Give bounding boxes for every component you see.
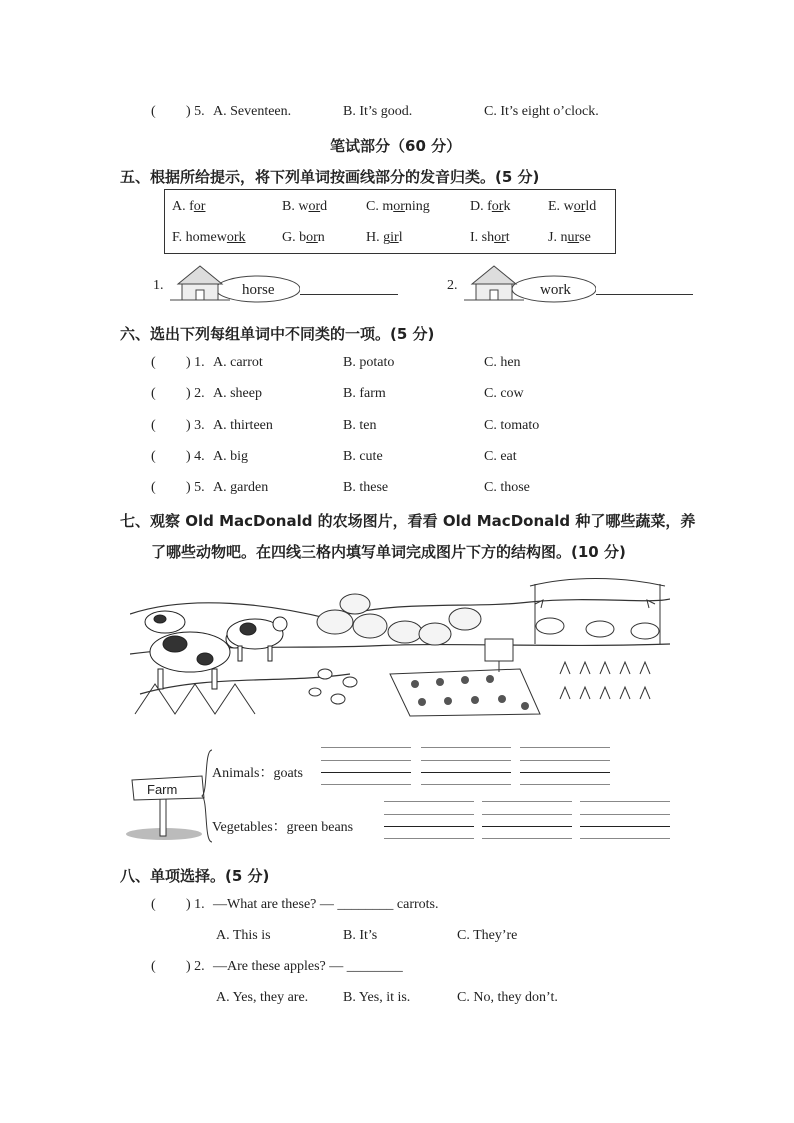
four-line-grid[interactable] <box>520 747 610 777</box>
item-2-number: 2. <box>447 278 458 293</box>
option-b[interactable]: B. cute <box>343 448 383 464</box>
four-line-grid[interactable] <box>421 747 511 777</box>
four-line-grid[interactable] <box>321 747 411 777</box>
question-number: ) 1. <box>186 897 205 912</box>
option-a[interactable]: A. carrot <box>213 355 263 370</box>
option-a[interactable]: A. thirteen <box>213 417 273 433</box>
question-number: ) 5. <box>186 104 205 119</box>
farm-sign-label: Farm <box>147 782 178 797</box>
question-stem: —Are these apples? — ________ <box>213 959 403 974</box>
section-5-title: 五、根据所给提示，将下列单词按画线部分的发音归类。(5 分) <box>120 168 540 186</box>
goat-icon <box>536 618 659 639</box>
option-a[interactable]: A. This is <box>216 928 271 943</box>
underlined-part: or <box>308 199 321 214</box>
underlined-part: or <box>573 199 586 214</box>
four-line-grid[interactable] <box>482 801 572 831</box>
option-c[interactable]: C. tomato <box>484 417 540 433</box>
option-a[interactable]: A. sheep <box>213 386 262 402</box>
cow-icon <box>145 611 185 633</box>
vegetable-icon <box>560 662 650 699</box>
option-a[interactable]: A. garden <box>213 480 269 496</box>
animals-label: Animals：goats <box>212 766 303 781</box>
question-number: ) 2. <box>186 386 205 402</box>
answer-line-2[interactable] <box>596 294 693 295</box>
option-b: B. It’s good. <box>343 104 413 119</box>
word-item: J. nurse <box>548 230 591 245</box>
four-line-grid[interactable] <box>580 801 670 831</box>
hint-word-work: work <box>540 282 571 298</box>
four-line-grid[interactable] <box>384 801 474 831</box>
question-stem: —What are these? — ________ carrots. <box>213 897 439 912</box>
question-number: ) 2. <box>186 959 205 974</box>
house-hint-icon <box>464 262 596 304</box>
option-a: A. Seventeen. <box>213 104 292 119</box>
option-c[interactable]: C. They’re <box>457 928 518 943</box>
answer-paren: ( <box>151 104 156 119</box>
option-c[interactable]: C. No, they don’t. <box>457 990 558 1005</box>
section-7-title-line-1: 七、观察 Old MacDonald 的农场图片，看看 Old MacDonald 种了哪些蔬菜，养 <box>120 512 696 530</box>
underlined-part: ork <box>226 230 246 245</box>
vegetables-label: Vegetables：green beans <box>212 820 354 835</box>
underlined-part: or <box>491 199 504 214</box>
word-item: D. fork <box>470 199 511 214</box>
word-item: F. homework <box>172 230 246 245</box>
option-b[interactable]: B. these <box>343 480 389 496</box>
option-a[interactable]: A. Yes, they are. <box>216 990 309 1005</box>
option-b[interactable]: B. ten <box>343 417 377 433</box>
underlined-part: or <box>393 199 405 214</box>
word-item: I. short <box>470 230 510 245</box>
answer-paren: ( <box>151 897 156 912</box>
option-c[interactable]: C. eat <box>484 448 517 464</box>
answer-paren: ( <box>151 448 156 464</box>
option-b[interactable]: B. It’s <box>343 928 378 943</box>
question-number: ) 5. <box>186 480 205 496</box>
section-7-title-line-2: 了哪些动物吧。在四线三格内填写单词完成图片下方的结构图。(10 分) <box>151 543 626 561</box>
answer-paren: ( <box>151 417 156 433</box>
option-b[interactable]: B. Yes, it is. <box>343 990 411 1005</box>
farm-signpost <box>122 770 208 842</box>
option-c: C. It’s eight o’clock. <box>484 104 599 119</box>
option-a[interactable]: A. big <box>213 448 248 464</box>
answer-paren: ( <box>151 355 156 370</box>
question-number: ) 3. <box>186 417 205 433</box>
underlined-part: or <box>494 230 506 245</box>
option-c[interactable]: C. cow <box>484 386 524 402</box>
section-6-title: 六、选出下列每组单词中不同类的一项。(5 分) <box>120 325 435 343</box>
house-hint-icon <box>170 262 300 304</box>
underlined-part: ur <box>567 230 580 245</box>
item-1-number: 1. <box>153 278 164 293</box>
sheep-icon <box>317 594 481 645</box>
word-item: E. world <box>548 199 597 214</box>
cow-icon <box>227 617 287 661</box>
answer-paren: ( <box>151 480 156 496</box>
word-item: C. morning <box>366 199 430 214</box>
underlined-part: ir <box>390 230 399 245</box>
option-b[interactable]: B. farm <box>343 386 386 402</box>
underlined-part: or <box>193 199 206 214</box>
word-item: H. girl <box>366 230 403 245</box>
question-number: ) 4. <box>186 448 205 464</box>
fence <box>135 684 255 714</box>
answer-paren: ( <box>151 959 156 974</box>
word-item: A. for <box>172 199 206 214</box>
question-number: ) 1. <box>186 355 205 370</box>
hint-word-horse: horse <box>242 282 275 298</box>
option-b[interactable]: B. potato <box>343 355 395 370</box>
word-item: G. born <box>282 230 325 245</box>
field-sign <box>485 639 513 661</box>
option-c[interactable]: C. hen <box>484 355 521 370</box>
farm-picture <box>130 574 670 719</box>
answer-paren: ( <box>151 386 156 402</box>
answer-line-1[interactable] <box>300 294 398 295</box>
section-8-title: 八、单项选择。(5 分) <box>120 867 270 885</box>
written-part-title: 笔试部分（60 分） <box>330 137 462 155</box>
option-c[interactable]: C. those <box>484 480 530 496</box>
word-item: B. word <box>282 199 328 214</box>
underlined-part: or <box>306 230 318 245</box>
